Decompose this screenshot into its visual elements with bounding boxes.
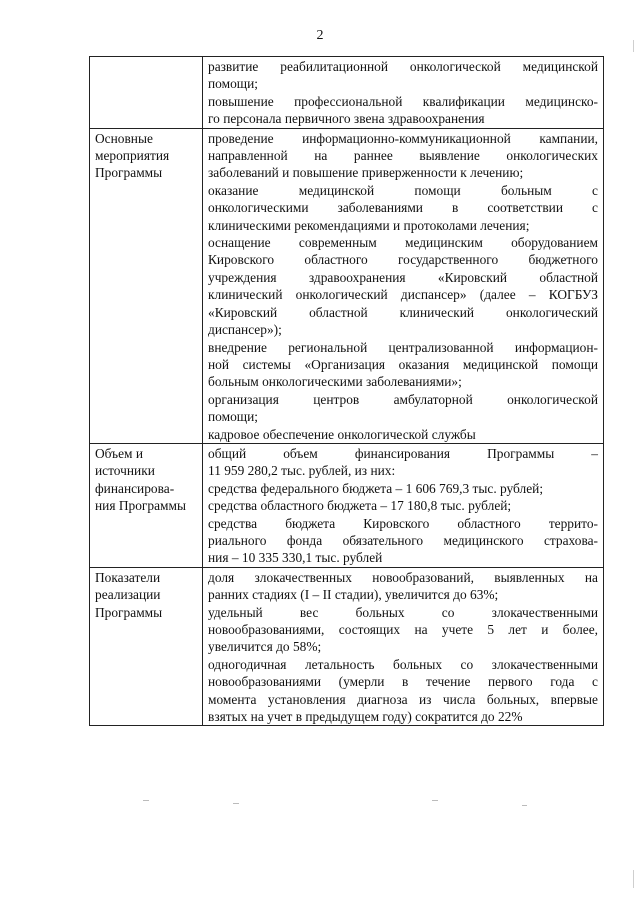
paragraph-line: средства федерального бюджета – 1 606 769,3 тыс. рублей; bbox=[208, 480, 544, 496]
paragraph-line: одногодичная летальность больных со злокачественными bbox=[208, 656, 598, 672]
paragraph-line: развитие реабилитационной онкологической медицинской bbox=[208, 59, 598, 74]
row-label-line: Программы bbox=[95, 165, 163, 181]
row-label-cell bbox=[90, 567, 203, 726]
paragraph-line: взятых на учет в предыдущем году) сократится до 22% bbox=[208, 709, 523, 725]
paragraph-line: го персонала первичного звена здравоохранения bbox=[208, 111, 485, 127]
paragraph-line: проведение информационно-коммуникационной кампании, bbox=[208, 130, 598, 146]
paragraph-line: удельный вес больных со злокачественными bbox=[208, 604, 598, 620]
row-label-line: Основные bbox=[95, 130, 153, 146]
row-label-line: мероприятия bbox=[95, 148, 170, 164]
paragraph-line: помощи; bbox=[208, 76, 258, 92]
paragraph-line: помощи; bbox=[208, 409, 258, 425]
paragraph-line: оснащение современным медицинским оборудованием bbox=[208, 235, 598, 251]
page-number: 2 bbox=[316, 28, 324, 43]
paragraph-line: ния – 10 335 330,1 тыс. рублей bbox=[208, 550, 383, 566]
row-label-line: Объем и bbox=[95, 445, 144, 461]
paragraph-line: момента установления диагноза из числа больных, впервые bbox=[208, 691, 598, 707]
paragraph-line: доля злокачественных новообразований, выявленных на bbox=[208, 569, 598, 585]
scan-edge bbox=[633, 40, 634, 52]
row-label-line: источники bbox=[95, 463, 155, 479]
scan-mark bbox=[143, 800, 149, 801]
paragraph-line: больным онкологическими заболеваниями»; bbox=[208, 374, 462, 390]
paragraph-line: общий объем финансирования Программы – bbox=[208, 445, 598, 461]
paragraph-line: внедрение региональной централизованной информацион- bbox=[208, 339, 598, 355]
paragraph-line: заболеваний и повышение приверженности к лечению; bbox=[208, 165, 524, 181]
paragraph-line: Кировского областного государственного бюджетного bbox=[208, 252, 598, 268]
row-label-cell bbox=[90, 57, 203, 129]
row-label-line: ния Программы bbox=[95, 498, 186, 514]
paragraph-line: риального фонда обязательного медицинского страхова- bbox=[208, 532, 598, 548]
table-row bbox=[90, 443, 604, 567]
paragraph-line: повышение профессиональной квалификации медицинско- bbox=[208, 93, 598, 109]
paragraph-line: учреждения здравоохранения «Кировский областной bbox=[208, 269, 598, 285]
paragraph-line: «Кировский областной клинический онкологический bbox=[208, 304, 598, 320]
row-label-line: Программы bbox=[95, 604, 163, 620]
table-row bbox=[90, 57, 604, 129]
scan-mark bbox=[432, 800, 438, 801]
table-row bbox=[90, 128, 604, 443]
paragraph-line: средства областного бюджета – 17 180,8 тыс. рублей; bbox=[208, 498, 512, 514]
table-row bbox=[90, 567, 604, 726]
paragraph-line: оказание медицинской помощи больным с bbox=[208, 182, 598, 198]
row-content-cell bbox=[203, 128, 604, 443]
paragraph-line: 11 959 280,2 тыс. рублей, из них: bbox=[208, 463, 396, 479]
scan-mark bbox=[233, 803, 239, 804]
paragraph-line: новообразованиями (умерли в течение первого года с bbox=[208, 674, 598, 690]
row-label-line: Показатели bbox=[95, 569, 161, 585]
row-label-line: реализации bbox=[95, 587, 161, 603]
paragraph-line: кадровое обеспечение онкологической службы bbox=[208, 426, 476, 442]
paragraph-line: организация центров амбулаторной онкологической bbox=[208, 391, 598, 407]
paragraph-line: клинический онкологический диспансер» (далее – КОГБУЗ bbox=[208, 287, 598, 303]
row-label-line: финансирова- bbox=[95, 480, 175, 496]
row-content-cell bbox=[203, 443, 604, 567]
row-content-cell bbox=[203, 57, 604, 129]
scan-mark bbox=[522, 805, 527, 806]
paragraph-line: направленной на раннее выявление онкологических bbox=[208, 148, 598, 164]
paragraph-line: средства бюджета Кировского областного террито- bbox=[208, 515, 598, 531]
row-content-cell bbox=[203, 567, 604, 726]
program-passport-table bbox=[89, 56, 604, 726]
paragraph-line: ранних стадиях (I – II стадии), увеличится до 63%; bbox=[208, 587, 499, 603]
paragraph-line: ной системы «Организация оказания медицинской помощи bbox=[208, 356, 598, 372]
paragraph-line: увеличится до 58%; bbox=[208, 639, 322, 655]
scan-edge bbox=[633, 870, 634, 888]
row-label-cell bbox=[90, 443, 203, 567]
paragraph-line: онкологическими заболеваниями в соответствии с bbox=[208, 200, 598, 216]
table-body bbox=[90, 57, 604, 726]
paragraph-line: новообразованиями, состоящих на учете 5 лет и более, bbox=[208, 622, 598, 637]
paragraph-line: диспансер»); bbox=[208, 322, 282, 338]
paragraph-line: клиническими рекомендациями и протоколами лечения; bbox=[208, 217, 530, 233]
row-label-cell bbox=[90, 128, 203, 443]
